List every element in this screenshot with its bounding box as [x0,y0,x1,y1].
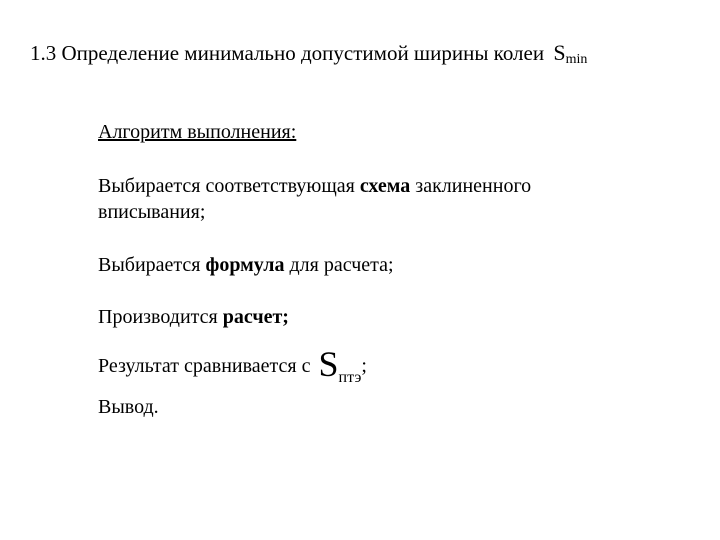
step-text: для расчета; [284,254,394,276]
step-calculation [98,304,289,330]
title-subscript: min [565,52,588,67]
step-compare-result [98,346,367,391]
step-keyword: формула [205,254,285,276]
algorithm-heading: Алгоритм выполнения: [98,121,297,143]
step-text: Результат сравнивается с [98,355,311,377]
step-text: вписывания; [98,201,206,223]
compare-symbol: S [318,344,339,384]
step-text: Выбирается соответствующая [98,175,360,197]
compare-subscript: птэ [338,369,362,386]
step-keyword: расчет; [222,306,289,328]
page-title [30,40,587,69]
step-text: Вывод. [98,396,159,418]
step-conclusion [98,394,159,420]
step-text: ; [361,355,367,377]
step-text: Производится [98,306,223,328]
title-symbol: S [553,40,566,65]
step-text: Выбирается [98,254,206,276]
step-text: заклиненного [410,175,532,197]
step-choose-scheme [98,173,531,225]
title-text: 1.3 Определение минимально допустимой ширины колеи [30,41,545,65]
step-choose-formula [98,252,394,278]
step-keyword: схема [359,175,411,197]
